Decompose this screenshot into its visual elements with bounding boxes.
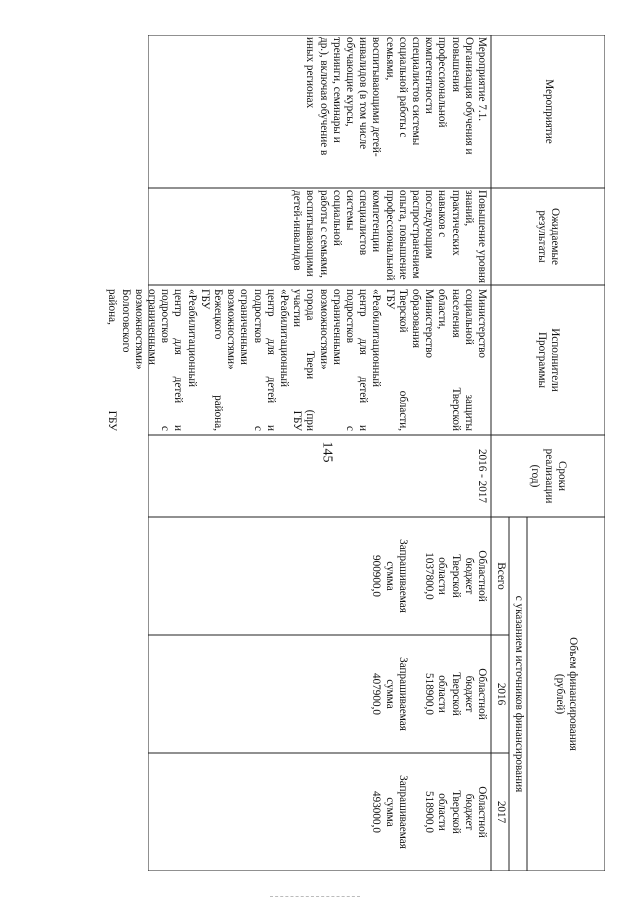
header-funding-sources: с указанием источников финансирования (512, 595, 525, 793)
y2017-cell: Областной бюджет Тверской области 518900,0 Запрашиваемая сумма 493000,0 (368, 753, 489, 871)
header-executors: Исполнители Программы (536, 328, 562, 392)
results-cell: Повышение уровня знаний, практических навыков с последующим распространением опыта, повышение профессиональной компетенции специалистов системы социальной работы с семьями, воспитывающими детей-инвалидов (291, 190, 488, 283)
total-amount: 1037800,0 (423, 552, 436, 600)
measure-cell: Мероприятие 7.1. Организация обучения и повышения профессиональной компетентности специалистов системы социальной работы с семьями, воспитывающими детей- инвалидов (в том числе обучающие курсы, тренинги, семинары и др.), включая обучение в иных регионах (304, 37, 488, 157)
page-number: 145 (319, 441, 334, 463)
header-results: Ожидаемые результаты (536, 208, 562, 265)
funding-table (106, 35, 605, 871)
y2017-requested-amount: 493000,0 (370, 791, 383, 833)
header-total: Всего (494, 562, 507, 590)
y2016-amount: 518900,0 (423, 673, 436, 715)
scan-mark (270, 896, 360, 898)
header-2016: 2016 (494, 682, 507, 706)
header-2017: 2017 (494, 800, 507, 824)
header-funding: Объем финансирования (рублей) (554, 637, 580, 751)
total-requested-amount: 900900,0 (370, 555, 383, 597)
y2016-cell: Областной бюджет Тверской области 518900,0 Запрашиваемая сумма 407900,0 (368, 635, 489, 753)
y2017-amount: 518900,0 (423, 791, 436, 833)
period-cell: 2016 - 2017 (476, 448, 488, 504)
header-period: Сроки реализации (год) (529, 448, 568, 504)
y2016-requested-amount: 407900,0 (370, 673, 383, 715)
executors-cell: Министерство социальной защиты населения Тверской области, Министерство образования Тверской области, ГБУ «Реабилитационный центр для детей и подростков с ограниченными возможностями» города Твери (при участии ГБУ «Реабилитационный центр для детей и подростков с ограниченными возможностями» Бежецкого района, ГБУ «Реабилитационный центр для детей и подростков с ограниченными возможностями» Бологовского района, ГБУ (106, 289, 488, 431)
total-cell: Областной бюджет Тверской области 1037800,0 Запрашиваемая сумма 900900,0 (368, 517, 489, 635)
header-measure: Мероприятие (542, 79, 555, 144)
